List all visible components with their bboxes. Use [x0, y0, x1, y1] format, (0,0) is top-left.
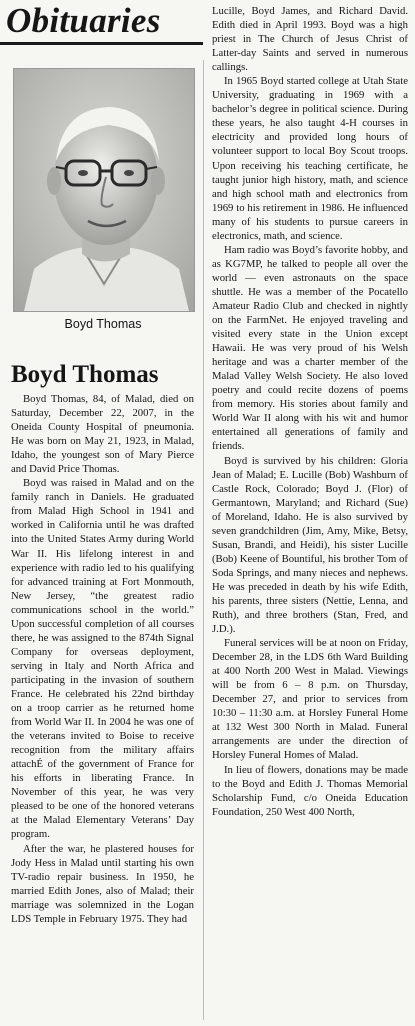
obituary-headline: Boyd Thomas	[11, 361, 159, 388]
portrait-photo	[13, 68, 195, 312]
paragraph: Funeral services will be at noon on Friday, December 28, in the LDS 6th Ward Building at 400 North 200 West in Malad. Viewings will be from 6 – 8 p.m. on Thursday, December 27, and prior to services from 10:30 – 11:30 a.m. at Horsley Funeral Home at 132 West 300 North in Malad. Funeral arrangements are under the direction of Horsley Funeral Homes of Malad.	[212, 637, 408, 762]
paragraph: Boyd Thomas, 84, of Malad, died on Saturday, December 22, 2007, in the Oneida County Hospital of pneumonia. He was born on May 21, 1923, in Malad, Idaho, the youngest son of Mary Pierce and David Price Thomas.	[11, 393, 194, 476]
photo-caption: Boyd Thomas	[64, 317, 142, 331]
paragraph: In 1965 Boyd started college at Utah State University, graduating in 1969 with a bachelor’s degree in political science. During these years, he also taught 4-H courses in electricity and provided long hours of volunteer support to local Boy Scout troops. Upon receiving his teaching certificate, he taught junior high history, math, and science and high school math and electronics from 1969 to his retirement in 1986. He influenced many of his students to pursue careers in electronics, math, and science.	[212, 75, 408, 242]
column-divider	[203, 60, 204, 1020]
paragraph: After the war, he plastered houses for Jody Hess in Malad until starting his own TV-radio repair business. In 1950, he married Edith Jones, also of Malad; their marriage was solemnized in the Logan LDS Temple in February 1975. They had	[11, 842, 194, 925]
paragraph: Boyd is survived by his children: Gloria Jean of Malad; E. Lucille (Bob) Washburn of Castle Rock, Colorado; Boyd J. (Flor) of Germantown, Maryland; and Richard (Sue) of Moreland, Idaho. He is also survived by seven grandchildren (Jim, Amy, Mike, Betsy, Susan, Brandi, and Heidi), his sister Lucille (Bob) Keene of Bountiful, his brother Tom of Soda Springs, and many nieces and nephews. He was preceded in death by his wife Edith, his parents, three sisters (Nettie, Lenna, and Ruth), and three brothers (Stan, Fred, and J.D.).	[212, 454, 408, 636]
paragraph: In lieu of flowers, donations may be made to the Boyd and Edith J. Thomas Memorial Scholarship Fund, c/o Oneida Education Foundation, 250 West 400 North,	[212, 763, 408, 818]
portrait-image	[14, 69, 194, 311]
paragraph: Lucille, Boyd James, and Richard David. Edith died in April 1993. Boyd was a high priest in The Church of Jesus Christ of Latter-day Saints and served in numerous callings.	[212, 5, 408, 74]
right-column-text	[212, 4, 408, 819]
masthead-rule	[0, 42, 203, 45]
section-masthead: Obituaries	[6, 1, 161, 40]
left-column-text	[11, 392, 194, 926]
paragraph: Ham radio was Boyd’s favorite hobby, and as KG7MP, he talked to people all over the world — even astronauts on the space shuttle. He was a member of the Pocatello Amateur Radio Club and checked in nightly on the FarmNet. He enjoyed traveling and visited every state in the Union except Hawaii. He was very proud of his Welsh heritage and was a charter member of the Malad Valley Welsh Society. He also loved poetry and could recite dozens of poems from memory. His stories about family and World War II along with his wit and humor entertained all generations of family and friends.	[212, 243, 408, 453]
paragraph: Boyd was raised in Malad and on the family ranch in Daniels. He graduated from Malad High School in 1941 and worked in California until he was drafted into the United States Army during World War II. His lifelong interest in and experience with radio led to his qualifying for advanced training at Fort Monmouth, New Jersey, “the greatest radio communications school in the world.” Upon successful completion of all courses there, he was assigned to the 874th Signal Company for overseas deployment, serving in Italy and North Africa and participating in the invasion of southern France. He celebrated his 22nd birthday on a troop carrier as he returned home from World War II. In 2004 he was one of the veterans invited to Boise to receive recognition from the military affairs attachÉ of the government of France for his efforts in liberating France. In November of this year, he was very pleased to be one of the honored veterans at the Malad Elementary Veterans’ Day program.	[11, 477, 194, 841]
